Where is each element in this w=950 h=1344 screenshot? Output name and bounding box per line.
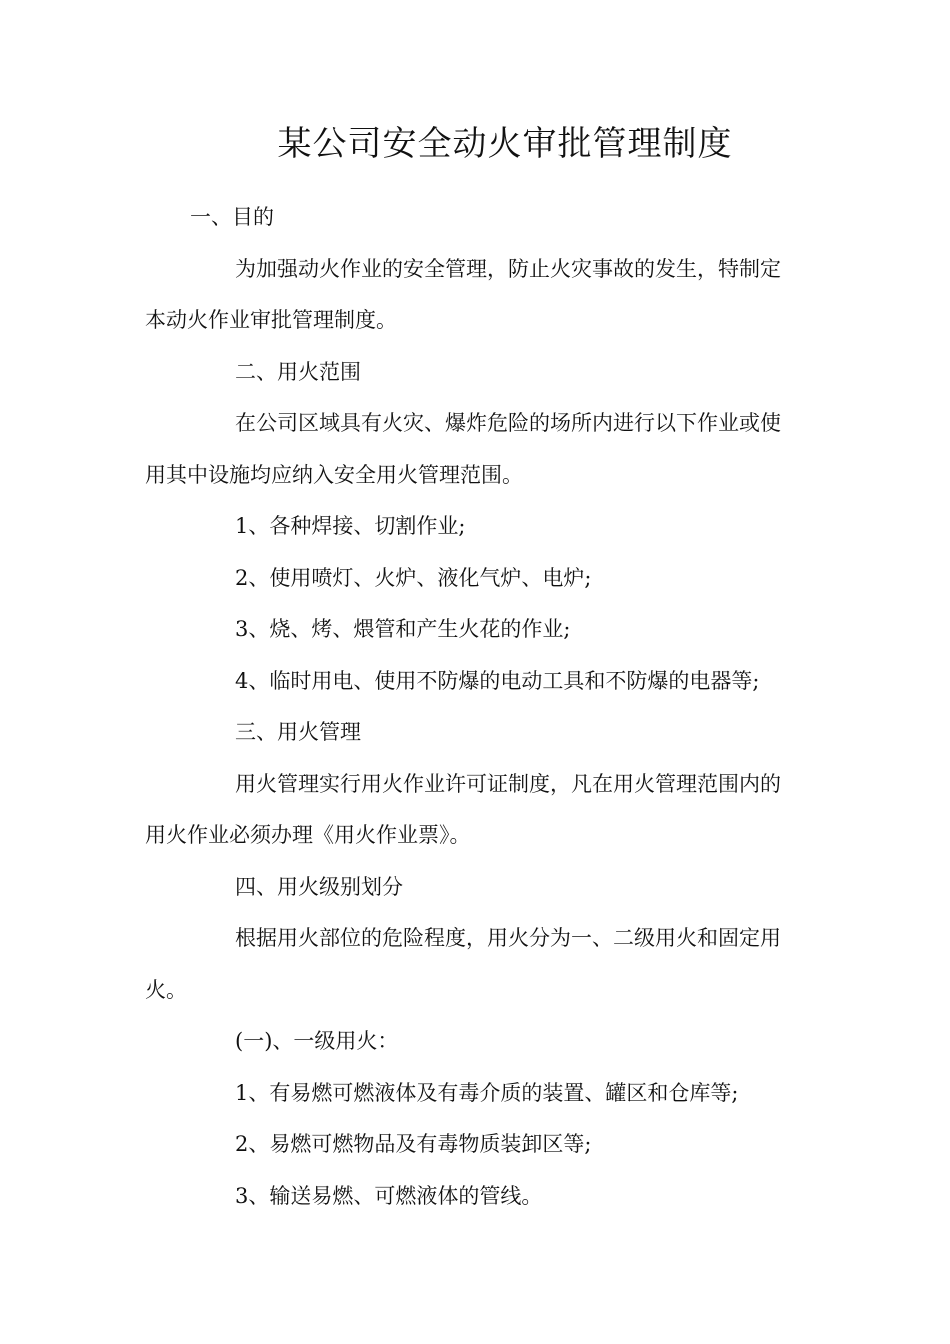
list-item-scope-3: 3、烧、烤、煨管和产生火花的作业; bbox=[235, 617, 571, 641]
section-heading-purpose: 一、目的 bbox=[190, 205, 274, 229]
document-body bbox=[145, 192, 795, 1222]
list-item-level1-1: 1、有易燃可燃液体及有毒介质的装置、罐区和仓库等; bbox=[235, 1080, 739, 1105]
paragraph-levels: 根据用火部位的危险程度，用火分为一、二级用火和固定用火。 bbox=[145, 926, 781, 1002]
list-item-level1-3: 3、输送易燃、可燃液体的管线。 bbox=[235, 1183, 543, 1208]
list-item-scope-1: 1、各种焊接、切割作业; bbox=[235, 514, 466, 538]
paragraph-management: 用火管理实行用火作业许可证制度，凡在用火管理范围内的用火作业必须办理《用火作业票》。 bbox=[145, 771, 781, 847]
subsection-heading-level-1: (一)、一级用火： bbox=[235, 1029, 399, 1053]
paragraph-scope: 在公司区域具有火灾、爆炸危险的场所内进行以下作业或使用其中设施均应纳入安全用火管理范围。 bbox=[145, 411, 781, 487]
list-item-scope-4: 4、临时用电、使用不防爆的电动工具和不防爆的电器等; bbox=[235, 668, 760, 693]
section-heading-management: 三、用火管理 bbox=[235, 720, 361, 744]
list-item-level1-2: 2、易燃可燃物品及有毒物质装卸区等; bbox=[235, 1132, 592, 1156]
section-heading-levels: 四、用火级别划分 bbox=[235, 874, 403, 899]
section-heading-scope: 二、用火范围 bbox=[235, 359, 361, 384]
paragraph-purpose: 为加强动火作业的安全管理，防止火灾事故的发生，特制定本动火作业审批管理制度。 bbox=[145, 256, 781, 332]
list-item-scope-2: 2、使用喷灯、火炉、液化气炉、电炉; bbox=[235, 565, 592, 590]
document-title: 某公司安全动火审批管理制度 bbox=[277, 124, 733, 164]
